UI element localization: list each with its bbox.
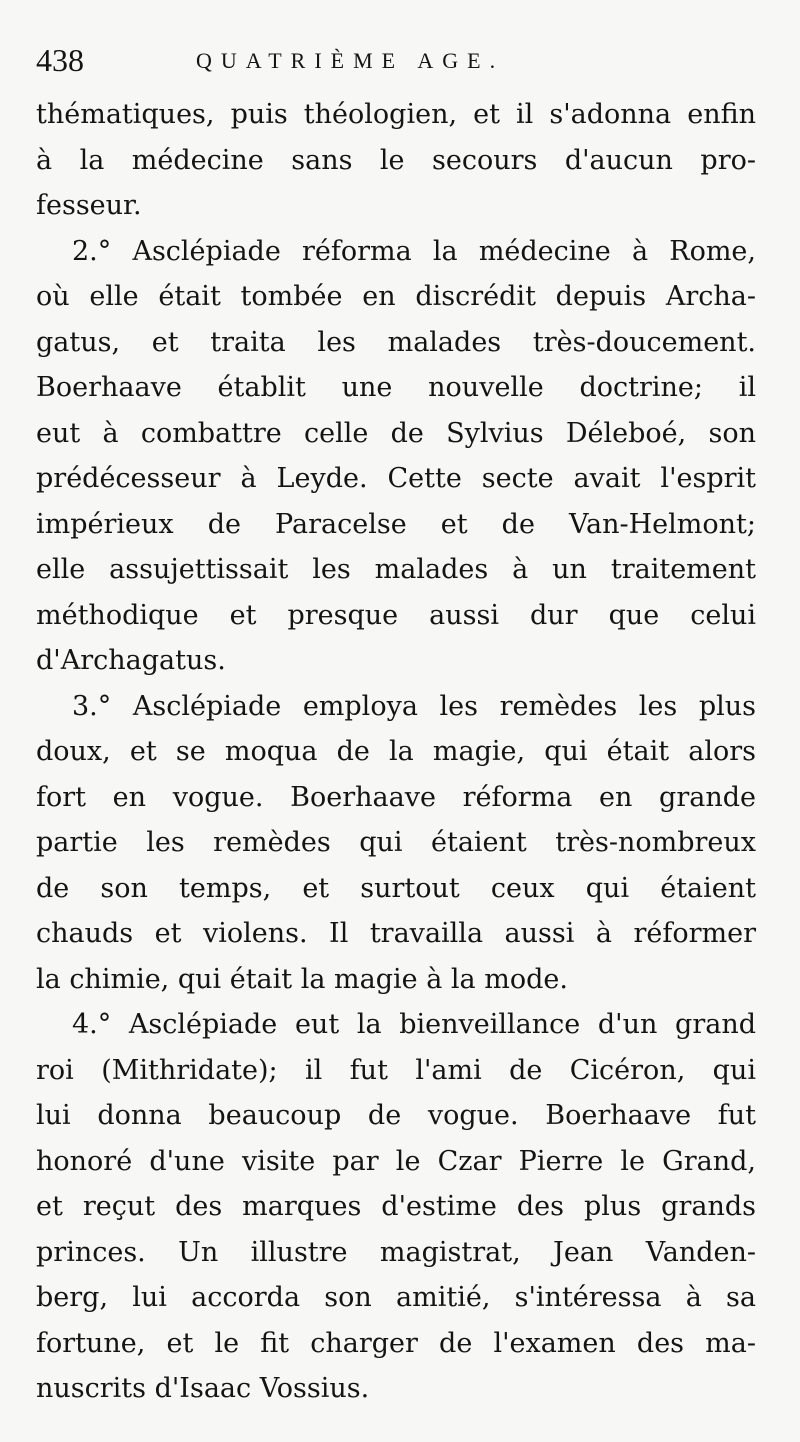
page-number: 438 <box>36 42 84 78</box>
text-line: où elle était tombée en discrédit depuis Archa- <box>36 281 756 312</box>
body-text <box>36 92 756 1412</box>
text-line: honoré d'une visite par le Czar Pierre le Grand, <box>36 1145 756 1177</box>
text-line: 2.° Asclépiade réforma la médecine à Rome, <box>72 235 756 267</box>
text-line: elle assujettissait les malades à un traitement <box>36 554 756 585</box>
text-line: fort en vogue. Boerhaave réforma en grande <box>36 781 756 813</box>
text-line: doux, et se moqua de la magie, qui était alors <box>36 736 756 767</box>
text-line: méthodique et presque aussi dur que celui <box>36 599 756 631</box>
text-line: prédécesseur à Leyde. Cette secte avait l'esprit <box>36 463 756 494</box>
text-line: à la médecine sans le secours d'aucun pro- <box>36 144 756 176</box>
text-line: de son temps, et surtout ceux qui étaient <box>36 872 756 904</box>
text-line: 4.° Asclépiade eut la bienveillance d'un grand <box>72 1009 756 1040</box>
text-line: fesseur. <box>36 190 142 221</box>
text-line: roi (Mithridate); il fut l'ami de Cicéron, qui <box>36 1054 756 1086</box>
running-header <box>36 40 766 80</box>
text-line: impérieux de Paracelse et de Van-Helmont; <box>36 508 756 540</box>
text-line: fortune, et le fit charger de l'examen des ma- <box>36 1327 756 1359</box>
text-line: princes. Un illustre magistrat, Jean Vanden- <box>36 1236 756 1268</box>
text-line: chauds et violens. Il travailla aussi à réformer <box>36 918 756 949</box>
text-line: et reçut des marques d'estime des plus grands <box>36 1191 756 1222</box>
text-line: nuscrits d'Isaac Vossius. <box>36 1373 370 1404</box>
text-line: la chimie, qui était la magie à la mode. <box>36 963 568 995</box>
text-line: thématiques, puis théologien, et il s'adonna enfin <box>36 99 756 130</box>
text-line: lui donna beaucoup de vogue. Boerhaave fut <box>36 1100 756 1131</box>
text-line: berg, lui accorda son amitié, s'intéressa à sa <box>36 1282 756 1313</box>
text-line: partie les remèdes qui étaient très-nombreux <box>36 827 756 858</box>
text-line: Boerhaave établit une nouvelle doctrine; il <box>36 372 756 403</box>
text-line: eut à combattre celle de Sylvius Déleboé, son <box>36 417 756 449</box>
text-line: gatus, et traita les malades très-doucement. <box>36 326 756 358</box>
text-line: d'Archagatus. <box>36 645 226 676</box>
text-line: 3.° Asclépiade employa les remèdes les plus <box>72 690 756 722</box>
running-title: QUATRIÈME AGE. <box>196 48 505 73</box>
